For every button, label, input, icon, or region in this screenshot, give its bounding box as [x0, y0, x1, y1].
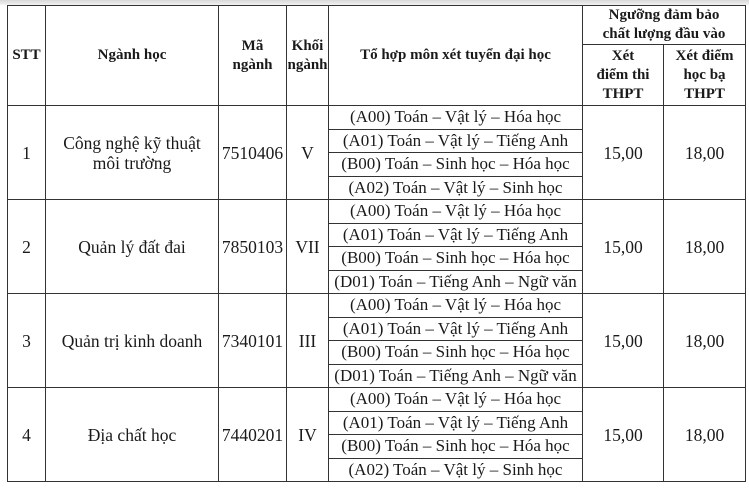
cell-combo: (A01) Toán – Vật lý – Tiếng Anh [329, 317, 583, 341]
cell-combo: (B00) Toán – Sinh học – Hóa học [329, 153, 583, 177]
header-stt [8, 6, 46, 106]
header-major-label: Ngành học [97, 47, 167, 63]
header-block [287, 6, 329, 106]
table-row [8, 106, 746, 130]
header-major-code [219, 6, 287, 106]
cell-combo: (A00) Toán – Vật lý – Hóa học [329, 294, 583, 318]
cell-transcript-score: 18,00 [664, 106, 746, 200]
header-row-top [8, 6, 746, 45]
header-threshold-line1: Ngưỡng đảm bảo [608, 7, 720, 23]
major-line1: Công nghệ kỹ thuật [63, 132, 201, 153]
cell-major [46, 106, 219, 200]
cell-exam-score: 15,00 [583, 200, 664, 294]
admissions-table [7, 5, 746, 482]
header-exam-line2: điểm thi [596, 66, 650, 83]
header-exam-score [583, 45, 664, 106]
cell-block: III [287, 294, 329, 388]
cell-code: 7510406 [219, 106, 287, 200]
header-transcript-line3: THPT [684, 85, 725, 102]
cell-exam-score: 15,00 [583, 388, 664, 482]
cell-combo: (D01) Toán – Tiếng Anh – Ngữ văn [329, 270, 583, 294]
header-stt-label: STT [12, 47, 41, 63]
cell-transcript-score: 18,00 [664, 294, 746, 388]
header-major [46, 6, 219, 106]
cell-major: Quản lý đất đai [46, 200, 219, 294]
header-code-line2: ngành [232, 56, 273, 73]
cell-combo: (A01) Toán – Vật lý – Tiếng Anh [329, 223, 583, 247]
cell-exam-score: 15,00 [583, 294, 664, 388]
cell-combo: (B00) Toán – Sinh học – Hóa học [329, 341, 583, 365]
cell-combo: (A02) Toán – Vật lý – Sinh học [329, 176, 583, 200]
cell-stt: 1 [8, 106, 46, 200]
cell-code: 7850103 [219, 200, 287, 294]
cell-combo: (A00) Toán – Vật lý – Hóa học [329, 106, 583, 130]
cell-combo: (A02) Toán – Vật lý – Sinh học [329, 458, 583, 482]
cell-combo: (A01) Toán – Vật lý – Tiếng Anh [329, 129, 583, 153]
cell-transcript-score: 18,00 [664, 200, 746, 294]
header-block-line1: Khối [291, 37, 324, 54]
table-row [8, 200, 746, 224]
cell-stt: 3 [8, 294, 46, 388]
major-line2: môi trường [92, 152, 172, 173]
table-row [8, 388, 746, 412]
header-exam-line1: Xét [611, 47, 635, 64]
cell-code: 7440201 [219, 388, 287, 482]
header-block-line2: ngành [287, 56, 328, 73]
header-combos [329, 6, 583, 106]
cell-transcript-score: 18,00 [664, 388, 746, 482]
cell-combo: (A00) Toán – Vật lý – Hóa học [329, 200, 583, 224]
cell-major: Địa chất học [46, 388, 219, 482]
cell-combo: (A01) Toán – Vật lý – Tiếng Anh [329, 411, 583, 435]
cell-combo: (D01) Toán – Tiếng Anh – Ngữ văn [329, 364, 583, 388]
cell-block: V [287, 106, 329, 200]
cell-major: Quản trị kinh doanh [46, 294, 219, 388]
header-threshold-group [583, 6, 746, 45]
cell-block: VII [287, 200, 329, 294]
header-transcript-line1: Xét điểm [675, 47, 734, 64]
cell-exam-score: 15,00 [583, 106, 664, 200]
table-row [8, 294, 746, 318]
header-exam-line3: THPT [602, 85, 644, 102]
cell-stt: 4 [8, 388, 46, 482]
cell-code: 7340101 [219, 294, 287, 388]
header-transcript-score [664, 45, 746, 106]
header-combos-label: Tổ hợp môn xét tuyển đại học [360, 47, 551, 63]
cell-combo: (A00) Toán – Vật lý – Hóa học [329, 388, 583, 412]
header-threshold-line2: chất lượng đầu vào [602, 26, 726, 42]
header-transcript-line2: học bạ [683, 66, 726, 83]
cell-stt: 2 [8, 200, 46, 294]
cell-combo: (B00) Toán – Sinh học – Hóa học [329, 435, 583, 459]
cell-combo: (B00) Toán – Sinh học – Hóa học [329, 247, 583, 271]
header-code-line1: Mã [241, 37, 264, 54]
cell-block: IV [287, 388, 329, 482]
